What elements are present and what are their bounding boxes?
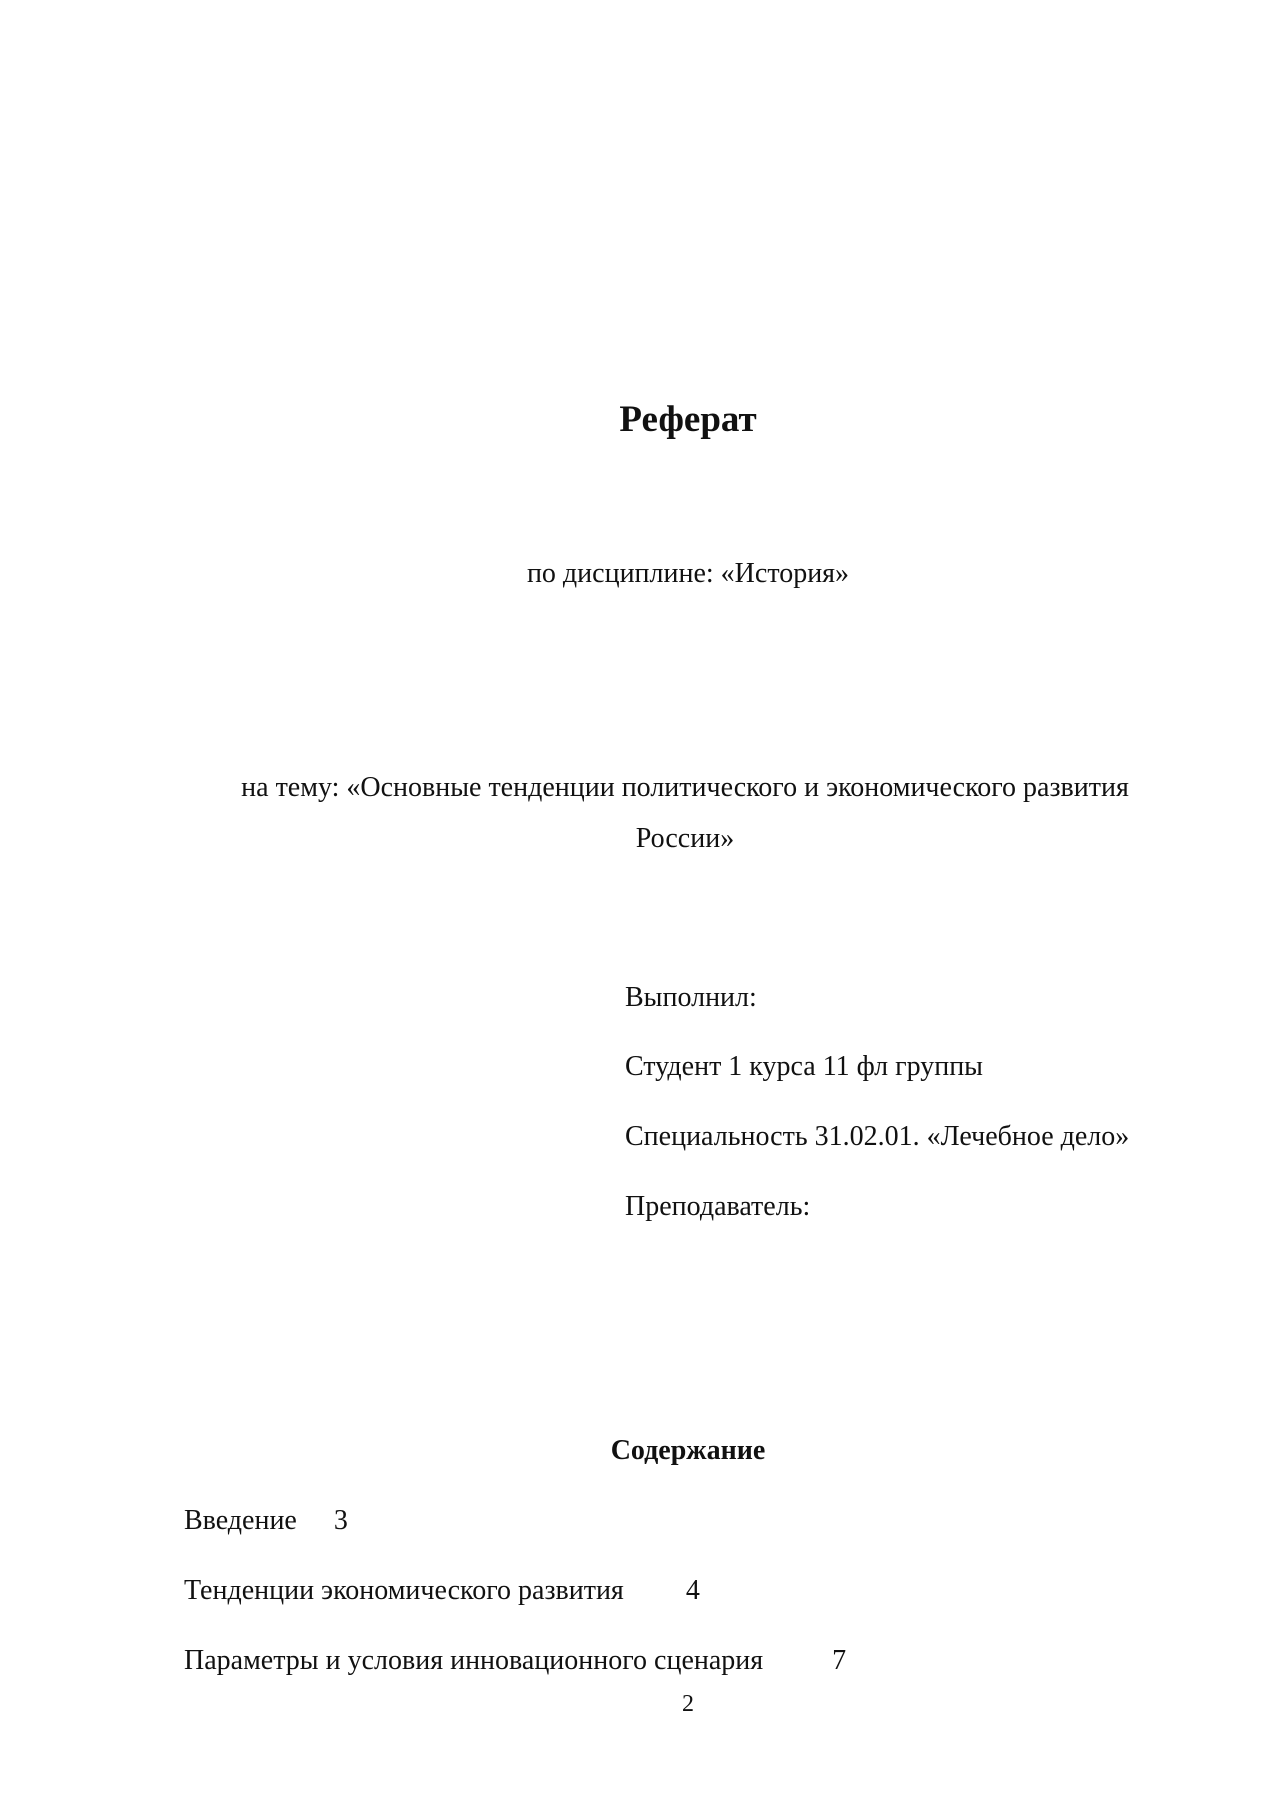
contents-item-page: 4 <box>685 1575 700 1606</box>
contents-item-introduction <box>184 1504 348 1538</box>
contents-item-page: 7 <box>832 1645 847 1676</box>
student-course-group: Студент 1 курса 11 фл группы <box>625 1051 983 1082</box>
report-title: Реферат <box>619 399 757 440</box>
discipline-line: по дисциплине: «История» <box>526 558 850 589</box>
author-completed-label: Выполнил: <box>625 982 757 1013</box>
contents-item-label: Параметры и условия инновационного сценария <box>184 1645 764 1676</box>
contents-item-label: Введение <box>184 1505 297 1536</box>
page-number: 2 <box>682 1691 694 1717</box>
contents-item-innovation-scenario <box>184 1644 846 1678</box>
topic-line: на тему: «Основные тенденции политического и экономического развития России» <box>241 772 1129 854</box>
contents-item-economic-trends <box>184 1574 700 1608</box>
contents-item-page: 3 <box>333 1505 348 1536</box>
specialty-line: Специальность 31.02.01. «Лечебное дело» <box>625 1121 1130 1152</box>
teacher-label: Преподаватель: <box>625 1191 811 1222</box>
contents-heading: Содержание <box>610 1435 766 1466</box>
contents-item-label: Тенденции экономического развития <box>184 1575 624 1606</box>
